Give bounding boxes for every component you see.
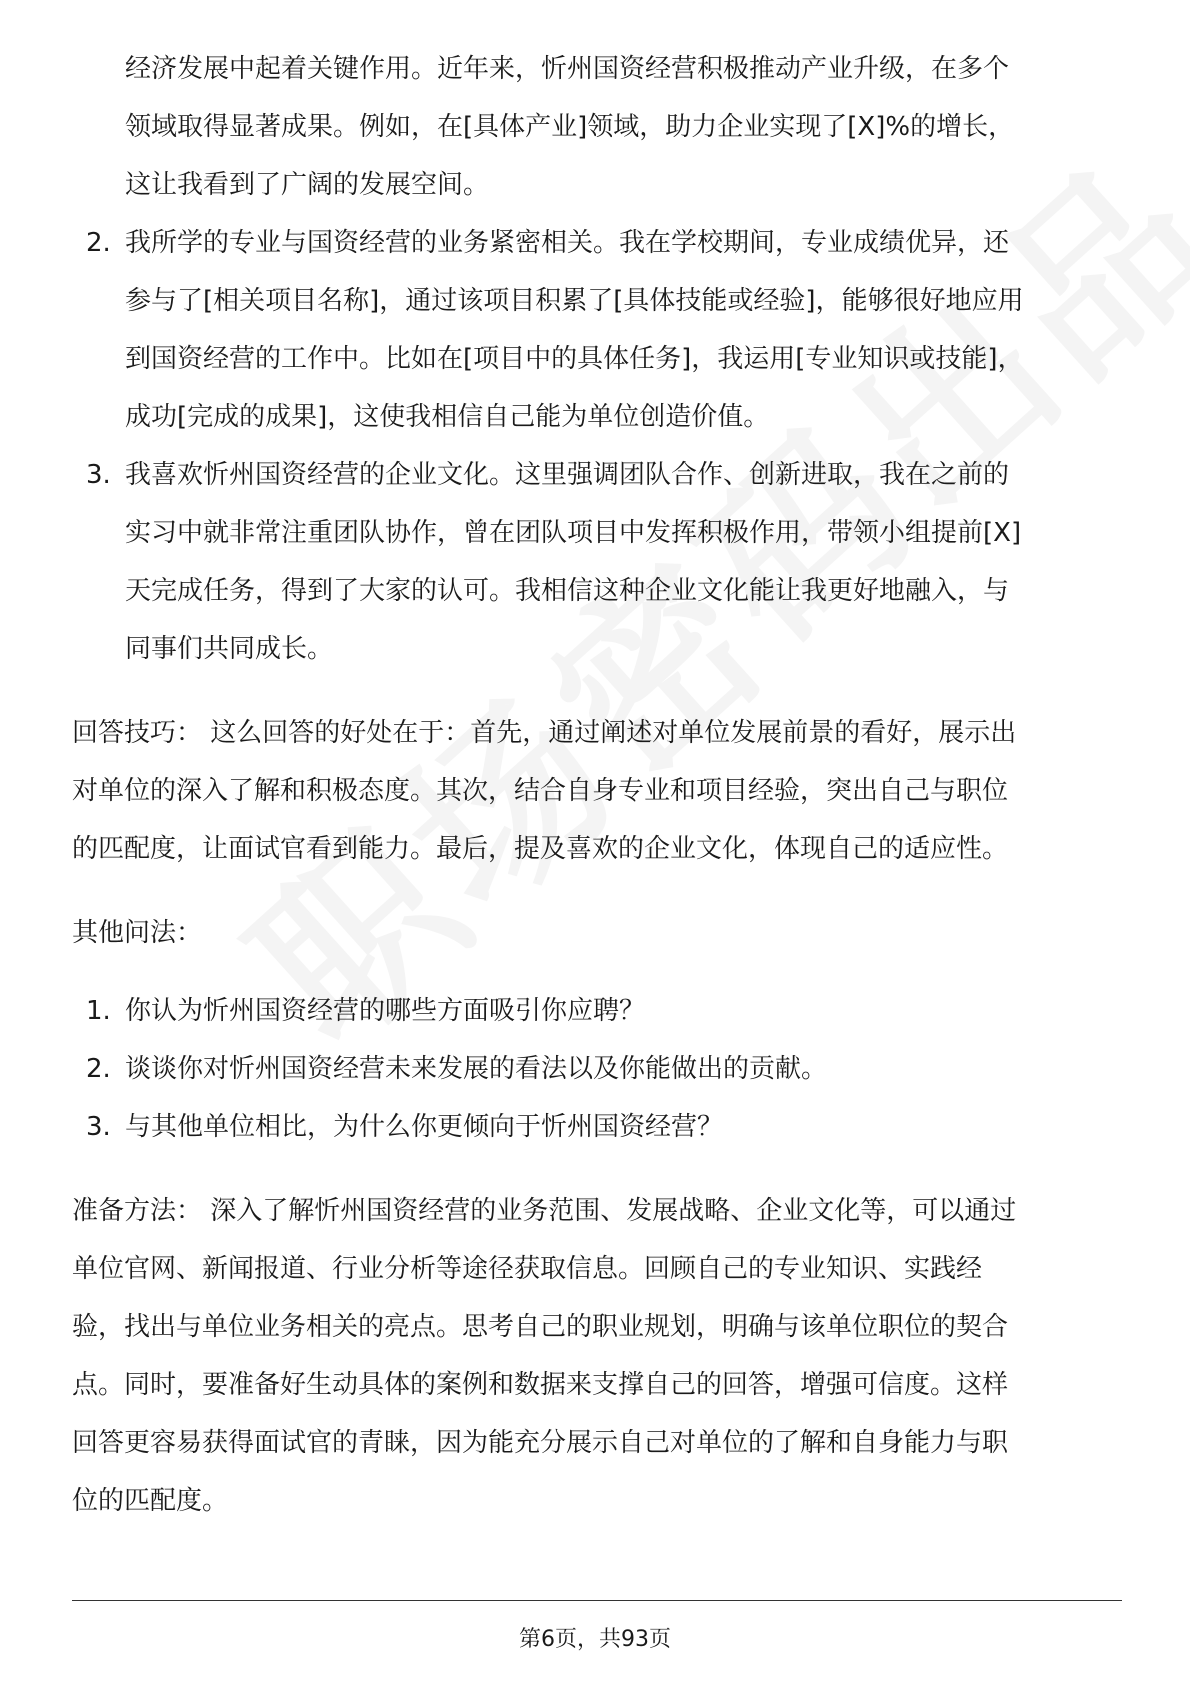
text-line: 准备方法： 深入了解忻州国资经营的业务范围、发展战略、企业文化等，可以通过 — [72, 1196, 1017, 1226]
text-line: 到国资经营的工作中。比如在[项目中的具体任务]，我运用[专业知识或技能]， — [125, 344, 1024, 374]
text-line: 谈谈你对忻州国资经营未来发展的看法以及你能做出的贡献。 — [125, 1054, 828, 1084]
list-item — [72, 446, 1122, 678]
answer-list — [72, 214, 1122, 678]
other-questions-list — [72, 982, 1122, 1156]
list-number: 2. — [86, 1054, 111, 1084]
list-item — [72, 214, 1122, 446]
text-line: 经济发展中起着关键作用。近年来，忻州国资经营积极推动产业升级，在多个 — [125, 54, 1010, 84]
text-line: 我喜欢忻州国资经营的企业文化。这里强调团队合作、创新进取，我在之前的 — [125, 460, 1010, 490]
list-item — [72, 982, 1122, 1040]
continued-list-item — [72, 40, 1122, 214]
list-number: 3. — [86, 1112, 111, 1142]
page-content — [72, 40, 1122, 1530]
text-line: 回答技巧： 这么回答的好处在于：首先，通过阐述对单位发展前景的看好，展示出 — [72, 718, 1017, 748]
text-line: 天完成任务，得到了大家的认可。我相信这种企业文化能让我更好地融入，与 — [125, 576, 1010, 606]
text-line: 的匹配度，让面试官看到能力。最后，提及喜欢的企业文化，体现自己的适应性。 — [72, 834, 1009, 864]
preparation-paragraph — [72, 1182, 1122, 1530]
text-line: 成功[完成的成果]，这使我相信自己能为单位创造价值。 — [125, 402, 770, 432]
text-line: 验，找出与单位业务相关的亮点。思考自己的职业规划，明确与该单位职位的契合 — [72, 1312, 1009, 1342]
text-line: 与其他单位相比，为什么你更倾向于忻州国资经营？ — [125, 1112, 724, 1142]
page-number: 第6页，共93页 — [519, 1627, 671, 1652]
footer-divider — [72, 1600, 1122, 1601]
list-item — [72, 1098, 1122, 1156]
list-item — [72, 1040, 1122, 1098]
text-line: 你认为忻州国资经营的哪些方面吸引你应聘？ — [125, 996, 646, 1026]
text-line: 实习中就非常注重团队协作，曾在团队项目中发挥积极作用，带领小组提前[X] — [125, 518, 1022, 548]
text-line: 单位官网、新闻报道、行业分析等途径获取信息。回顾自己的专业知识、实践经 — [72, 1254, 983, 1284]
list-number: 2. — [86, 228, 111, 258]
text-line: 位的匹配度。 — [72, 1486, 229, 1516]
other-questions-heading: 其他问法： — [72, 918, 203, 948]
text-line: 对单位的深入了解和积极态度。其次，结合自身专业和项目经验，突出自己与职位 — [72, 776, 1009, 806]
text-line: 点。同时，要准备好生动具体的案例和数据来支撑自己的回答，增强可信度。这样 — [72, 1370, 1009, 1400]
text-line: 我所学的专业与国资经营的业务紧密相关。我在学校期间，专业成绩优异，还 — [125, 228, 1010, 258]
list-number: 3. — [86, 460, 111, 490]
text-line: 领域取得显著成果。例如，在[具体产业]领域，助力企业实现了[X]%的增长， — [125, 112, 1015, 142]
answer-tips-paragraph — [72, 704, 1122, 878]
list-number: 1. — [86, 996, 111, 1026]
text-line: 参与了[相关项目名称]，通过该项目积累了[具体技能或经验]，能够很好地应用 — [125, 286, 1024, 316]
text-line: 同事们共同成长。 — [125, 634, 334, 664]
text-line: 这让我看到了广阔的发展空间。 — [125, 170, 490, 200]
text-line: 回答更容易获得面试官的青睐，因为能充分展示自己对单位的了解和自身能力与职 — [72, 1428, 1009, 1458]
